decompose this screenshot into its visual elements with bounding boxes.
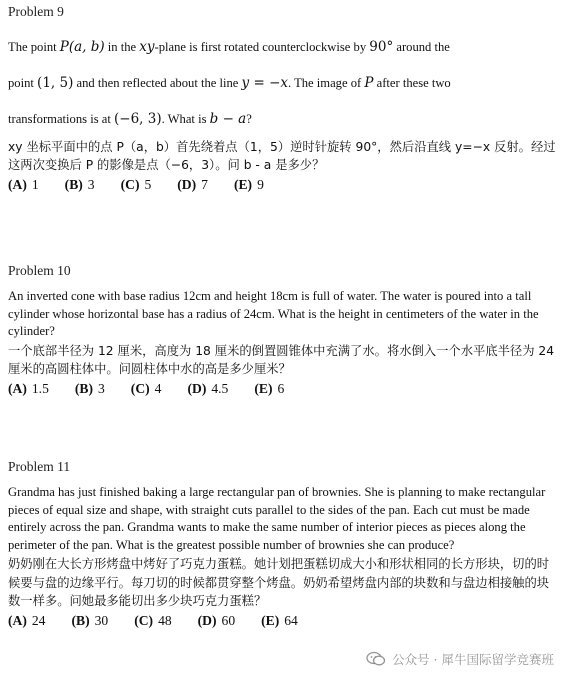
choice-value: 3	[87, 177, 95, 193]
choice-letter: (D)	[177, 177, 197, 193]
choice-d[interactable]	[177, 177, 208, 193]
math-expr: xy	[139, 39, 155, 55]
math-expr: (1, 5)	[37, 75, 74, 91]
problem-11	[8, 459, 556, 629]
math-expr: (−6, 3)	[113, 111, 162, 127]
text-line	[8, 29, 556, 65]
choice-b[interactable]	[75, 381, 105, 397]
choice-value: 6	[277, 381, 285, 397]
choice-value: 64	[284, 612, 298, 628]
problem-text-zh: xy 坐标平面中的点 P（a，b）首先绕着点（1，5）逆时针旋转 90°，然后沿直线 y=−x 反射。经过这两次变换后 P 的影像是点（−6，3）。问 b - a 是多少？	[8, 140, 556, 173]
watermark	[366, 650, 554, 668]
choice-letter: (A)	[8, 177, 27, 193]
text-line	[8, 65, 556, 101]
choice-letter: (B)	[71, 612, 90, 628]
choice-letter: (E)	[261, 612, 280, 628]
choice-letter: (D)	[197, 612, 217, 628]
wechat-icon	[366, 651, 386, 667]
problem-text-en: Grandma has just finished baking a large rectangular pan of brownies. She is planning to make rectangular pieces of equal size and shape, with straight cuts parallel to the sides of the pan. Each cut must be made entirely across the pan. Grandma wants to make the same number of interior pieces as pieces along the perimeter of the pan. What is the greatest possible number of brownies she can produce?	[8, 485, 546, 552]
choice-value: 1.5	[31, 381, 49, 397]
answer-choices	[8, 381, 556, 397]
choice-b[interactable]	[71, 613, 108, 629]
choice-letter: (C)	[130, 381, 150, 397]
choice-a[interactable]	[8, 613, 45, 629]
text-span: -plane is first rotated counterclockwise by	[154, 40, 370, 54]
choice-value: 9	[257, 177, 264, 193]
choice-c[interactable]	[131, 381, 162, 397]
problem-title: Problem 9	[8, 4, 64, 19]
problem-9	[8, 4, 556, 193]
text-span: in the	[104, 40, 140, 54]
choice-value: 30	[94, 612, 109, 628]
problem-title: Problem 11	[8, 459, 71, 474]
choice-letter: (E)	[233, 177, 253, 193]
choice-e[interactable]	[261, 613, 298, 629]
text-span: transformations is at	[8, 112, 114, 126]
choice-letter: (C)	[134, 612, 154, 628]
choice-d[interactable]	[187, 381, 228, 397]
choice-value: 1	[31, 177, 39, 193]
choice-letter: (B)	[64, 177, 83, 193]
text-span: . The image of	[288, 76, 365, 90]
choice-e[interactable]	[254, 381, 284, 397]
text-span: and then reflected about the line	[73, 76, 242, 90]
choice-a[interactable]	[8, 381, 49, 397]
math-expr: P	[364, 75, 374, 91]
choice-d[interactable]	[198, 613, 235, 629]
text-span: around the	[393, 40, 450, 54]
choice-c[interactable]	[134, 613, 171, 629]
math-expr: y = −x	[241, 75, 288, 91]
choice-letter: (B)	[74, 381, 93, 397]
text-span: point	[8, 76, 38, 90]
choice-value: 60	[221, 612, 236, 628]
text-span: after these two	[373, 76, 451, 90]
problem-text-zh: 一个底部半径为 12 厘米，高度为 18 厘米的倒置圆锥体中充满了水。将水倒入一个水平底半径为 24 厘米的高圆柱体中。问圆柱体中水的高是多少厘米？	[8, 343, 555, 376]
choice-value: 7	[201, 177, 208, 193]
answer-choices	[8, 177, 556, 193]
problem-text-en	[8, 29, 556, 137]
choice-value: 4.5	[211, 381, 229, 397]
choice-value: 3	[98, 381, 105, 397]
choice-value: 24	[31, 612, 46, 628]
choice-a[interactable]	[8, 177, 39, 193]
choice-value: 5	[144, 177, 152, 193]
math-expr: 90°	[369, 39, 394, 55]
choice-b[interactable]	[65, 177, 95, 193]
math-expr: b − a	[209, 111, 247, 127]
watermark-text: 公众号 · 犀牛国际留学竞赛班	[392, 652, 554, 667]
problem-title: Problem 10	[8, 263, 71, 278]
choice-letter: (E)	[254, 381, 273, 397]
choice-letter: (A)	[8, 381, 27, 397]
choice-c[interactable]	[121, 177, 152, 193]
text-span: The point	[8, 40, 60, 54]
text-span: ?	[246, 112, 252, 126]
problem-text-en: An inverted cone with base radius 12cm and height 18cm is full of water. The water is poured into a tall cylinder whose horizontal base has a radius of 24cm. What is the height in centimeters of the water in the cylinder?	[8, 289, 539, 339]
answer-choices	[8, 613, 556, 629]
problem-10	[8, 263, 556, 397]
math-expr: P(a, b)	[59, 39, 105, 55]
choice-e[interactable]	[234, 177, 264, 193]
choice-letter: (D)	[187, 381, 207, 397]
choice-value: 48	[158, 612, 172, 628]
choice-letter: (A)	[8, 612, 27, 628]
choice-letter: (C)	[120, 177, 140, 193]
problem-text-zh: 奶奶刚在大长方形烤盘中烤好了巧克力蛋糕。她计划把蛋糕切成大小和形状相同的长方形块，切的时候要与盘的边缘平行。每刀切的时候都贯穿整个烤盘。奶奶希望烤盘内部的块数和与盘边相接触的块数一样多。问她最多能切出多少块巧克力蛋糕？	[8, 557, 550, 608]
text-line	[8, 101, 556, 137]
choice-value: 4	[154, 381, 162, 397]
text-span: . What is	[161, 112, 210, 126]
